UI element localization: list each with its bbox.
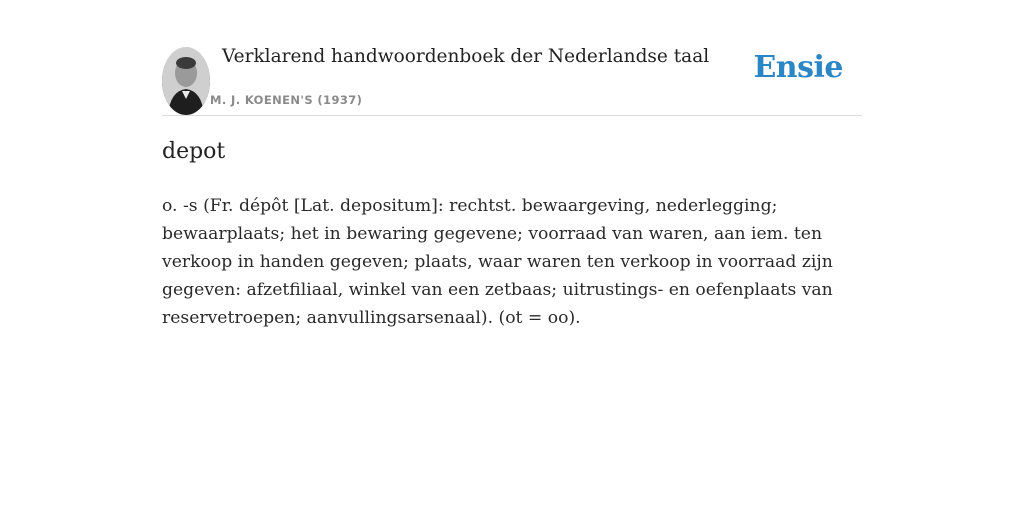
portrait-icon <box>162 47 210 115</box>
ensie-logo-link[interactable]: Ensie <box>753 50 843 85</box>
entry-definition: o. -s (Fr. dépôt [Lat. depositum]: rechtst. bewaargeving, nederlegging; bewaarplaats; het in bewaring gegevene; voorraad van waren, aan iem. ten verkoop in handen gegeven; plaats, waar waren ten verkoop in voorraad zijn gegeven: afzetfiliaal, winkel van een zetbaas; uitrustings- en oefenplaats van reservetroepen; aanvullingsarsenaal). (ot = oo). <box>162 196 833 328</box>
dictionary-header <box>162 46 862 116</box>
entry-headword: depot <box>162 139 226 164</box>
dictionary-author: M. J. KOENEN'S (1937) <box>210 93 363 107</box>
dictionary-title: Verklarend handwoordenboek der Nederlandse taal <box>222 46 710 67</box>
